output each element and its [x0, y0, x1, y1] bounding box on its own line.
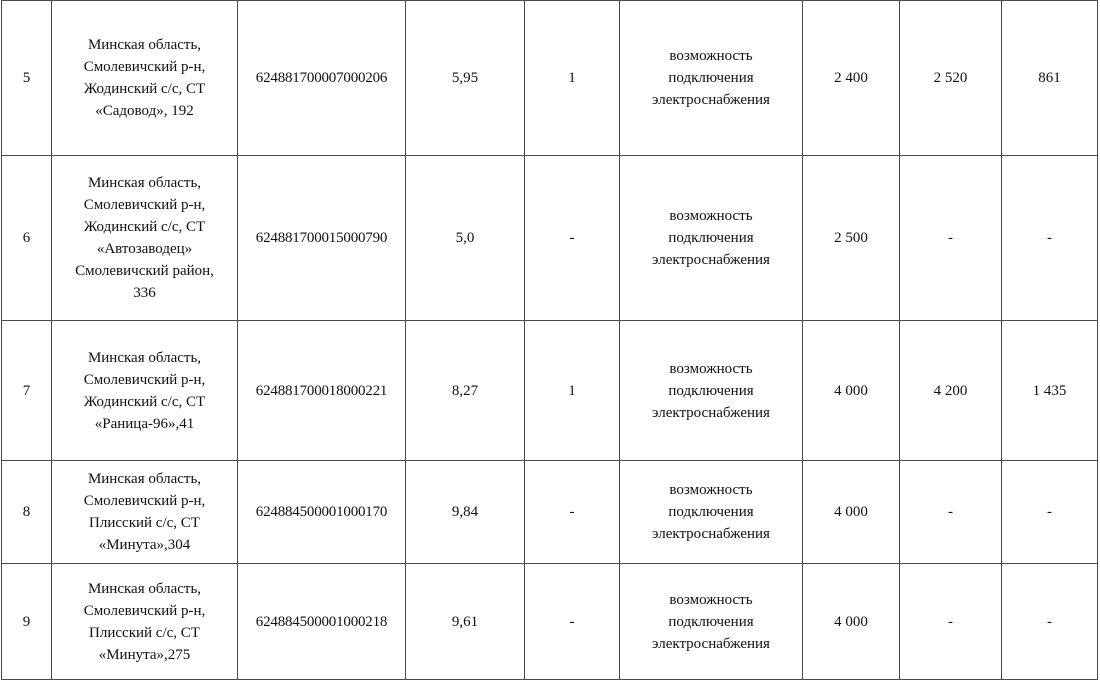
- cadastre-number-cell: 624881700015000790: [238, 156, 406, 321]
- address-line: «Садовод», 192: [95, 103, 194, 119]
- area-cell: 9,84: [406, 461, 525, 564]
- row-number-cell: 7: [2, 321, 52, 461]
- utilities-line: подключения: [668, 382, 754, 399]
- utilities-line: электроснабжения: [652, 404, 770, 421]
- buildings-cell: -: [525, 156, 620, 321]
- table-row: [2, 1, 1098, 156]
- address-line: Минская область,: [87, 349, 202, 366]
- utilities-line: возможность: [669, 208, 753, 224]
- area-cell: 5,0: [406, 156, 525, 321]
- price3-cell: -: [1002, 564, 1098, 680]
- address-line: Смолевичский район,: [75, 263, 214, 279]
- cadastre-number-cell: 624884500001000170: [238, 461, 406, 564]
- buildings-cell: -: [525, 461, 620, 564]
- address-line: «Минута»,275: [98, 646, 191, 663]
- area-cell: 9,61: [406, 564, 525, 680]
- utilities-cell: [620, 1, 803, 156]
- price-cell: 2 400: [803, 1, 900, 156]
- table-body: [2, 1, 1098, 680]
- utilities-line: возможность: [669, 591, 753, 608]
- area-cell: 8,27: [406, 321, 525, 461]
- utilities-line: возможность: [669, 482, 753, 498]
- table-row: [2, 564, 1098, 680]
- area-cell: 5,95: [406, 1, 525, 156]
- table-row: [2, 461, 1098, 564]
- price3-cell: 1 435: [1002, 321, 1098, 461]
- address-line: Смолевичский р-н,: [83, 197, 206, 213]
- address-cell: [52, 564, 238, 680]
- address-line: Смолевичский р-н,: [83, 371, 206, 388]
- utilities-cell: [620, 156, 803, 321]
- address-line: Жодинский с/с, СТ: [83, 81, 206, 97]
- buildings-cell: -: [525, 564, 620, 680]
- address-line: «Автозаводец»: [96, 241, 193, 257]
- address-line: «Минута»,304: [98, 537, 191, 553]
- utilities-cell: [620, 321, 803, 461]
- address-cell: [52, 461, 238, 564]
- address-line: 336: [133, 285, 156, 301]
- utilities-line: подключения: [668, 613, 754, 630]
- utilities-cell: [620, 461, 803, 564]
- price2-cell: -: [900, 156, 1002, 321]
- cadastre-number-cell: 624884500001000218: [238, 564, 406, 680]
- address-cell: [52, 1, 238, 156]
- address-cell: [52, 321, 238, 461]
- address-line: Минская область,: [87, 580, 202, 597]
- buildings-cell: 1: [525, 1, 620, 156]
- row-number-cell: 6: [2, 156, 52, 321]
- price2-cell: -: [900, 564, 1002, 680]
- row-number-cell: 5: [2, 1, 52, 156]
- address-line: Жодинский с/с, СТ: [83, 219, 206, 235]
- row-number-cell: 8: [2, 461, 52, 564]
- price3-cell: 861: [1002, 1, 1098, 156]
- address-line: Жодинский с/с, СТ: [83, 393, 206, 410]
- utilities-line: подключения: [668, 504, 754, 520]
- land-plots-table: [1, 0, 1098, 680]
- price-cell: 2 500: [803, 156, 900, 321]
- cadastre-number-cell: 624881700018000221: [238, 321, 406, 461]
- address-line: Смолевичский р-н,: [83, 493, 206, 509]
- cadastre-number-cell: 624881700007000206: [238, 1, 406, 156]
- row-number-cell: 9: [2, 564, 52, 680]
- utilities-line: подключения: [668, 70, 754, 86]
- address-line: Минская область,: [87, 37, 202, 53]
- address-line: Смолевичский р-н,: [83, 59, 206, 75]
- utilities-line: электроснабжения: [652, 252, 770, 268]
- price3-cell: -: [1002, 461, 1098, 564]
- utilities-cell: [620, 564, 803, 680]
- utilities-line: возможность: [669, 48, 753, 64]
- address-cell: [52, 156, 238, 321]
- price-cell: 4 000: [803, 564, 900, 680]
- utilities-line: электроснабжения: [652, 635, 770, 652]
- utilities-line: электроснабжения: [652, 526, 770, 542]
- utilities-line: подключения: [668, 230, 754, 246]
- utilities-line: возможность: [669, 360, 753, 377]
- address-line: Смолевичский р-н,: [83, 602, 206, 619]
- address-line: Плисский с/с, СТ: [89, 624, 200, 641]
- price3-cell: -: [1002, 156, 1098, 321]
- buildings-cell: 1: [525, 321, 620, 461]
- address-line: Плисский с/с, СТ: [89, 515, 200, 531]
- table-row: [2, 156, 1098, 321]
- address-line: «Раница-96»,41: [94, 415, 195, 432]
- price-cell: 4 000: [803, 461, 900, 564]
- address-line: Минская область,: [87, 175, 202, 191]
- price2-cell: 4 200: [900, 321, 1002, 461]
- table-row: [2, 321, 1098, 461]
- utilities-line: электроснабжения: [652, 92, 770, 108]
- price2-cell: -: [900, 461, 1002, 564]
- address-line: Минская область,: [87, 471, 202, 487]
- price-cell: 4 000: [803, 321, 900, 461]
- price2-cell: 2 520: [900, 1, 1002, 156]
